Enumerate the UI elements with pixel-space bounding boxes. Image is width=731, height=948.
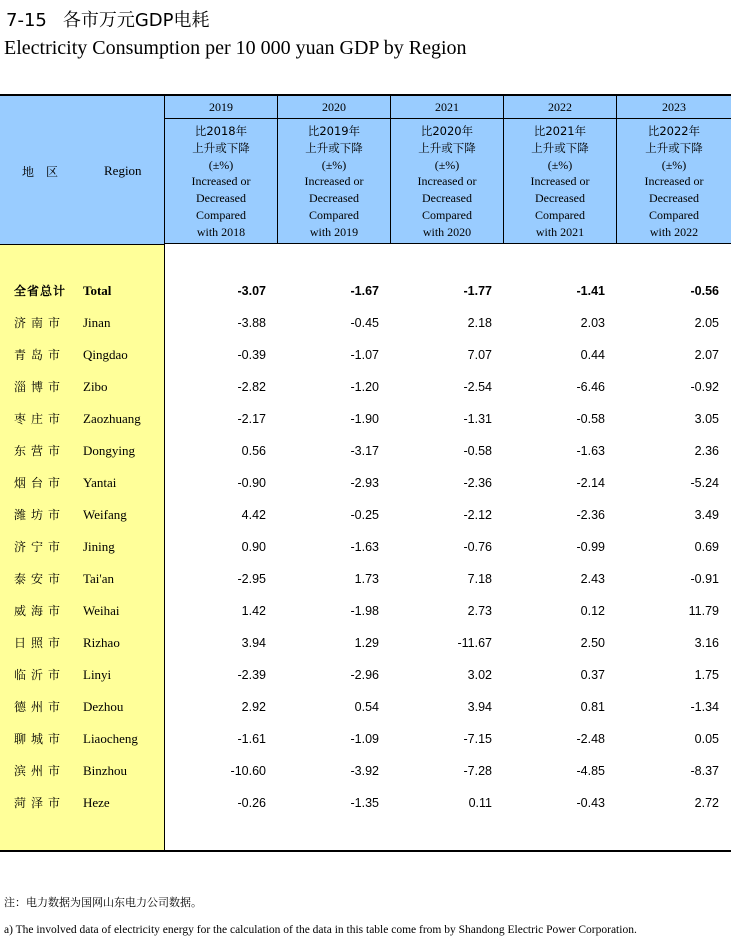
- value-cell: 2.72: [694, 796, 719, 810]
- region-name-cn: 全省总计: [14, 284, 67, 298]
- page-title-en: Electricity Consumption per 10 000 yuan GDP by Region: [4, 37, 467, 59]
- value-cell: 1.73: [354, 572, 379, 586]
- note-cn: 注：电力数据为国网山东电力公司数据。: [4, 896, 202, 909]
- value-cell: 7.18: [467, 572, 492, 586]
- value-cell: 3.94: [467, 700, 492, 714]
- value-cell: -3.07: [237, 284, 266, 298]
- region-header: [0, 96, 165, 244]
- value-cell: -0.76: [463, 540, 492, 554]
- value-cell: -0.92: [690, 380, 719, 394]
- region-name-en: Linyi: [83, 667, 112, 682]
- table-row: [0, 787, 731, 819]
- value-cell: 2.73: [467, 604, 492, 618]
- value-cell: 0.56: [241, 444, 266, 458]
- region-name-cn: 日照市: [14, 636, 66, 650]
- table-row: [0, 531, 731, 563]
- value-cell: -0.91: [690, 572, 719, 586]
- region-name-en: Zibo: [83, 379, 108, 394]
- data-table: [0, 94, 731, 852]
- value-cell: -1.63: [576, 444, 605, 458]
- compare-en-3: Compared: [196, 207, 246, 222]
- value-cell: -6.46: [576, 380, 605, 394]
- region-name-cn: 潍坊市: [14, 508, 66, 522]
- compare-cn-2: 上升或下降: [645, 140, 703, 155]
- value-cell: 2.05: [694, 316, 719, 330]
- value-cell: 1.29: [354, 636, 379, 650]
- table-row: [0, 435, 731, 467]
- year-description: [391, 123, 503, 241]
- value-cell: -3.88: [237, 316, 266, 330]
- year-label: 2022: [504, 96, 616, 119]
- year-description: [504, 123, 616, 241]
- value-cell: 3.94: [241, 636, 266, 650]
- value-cell: 3.02: [467, 668, 492, 682]
- region-name-en: Zaozhuang: [83, 411, 141, 426]
- value-cell: -2.36: [463, 476, 492, 490]
- year-label: 2023: [617, 96, 731, 119]
- value-cell: -0.26: [237, 796, 266, 810]
- value-cell: -1.67: [350, 284, 379, 298]
- region-name-en: Weifang: [83, 507, 127, 522]
- value-cell: -2.17: [237, 412, 266, 426]
- compare-cn-2: 上升或下降: [305, 140, 363, 155]
- year-description: [617, 123, 731, 241]
- region-name-en: Jining: [83, 539, 115, 554]
- percent-sign: (±%): [547, 157, 573, 172]
- value-cell: -3.17: [350, 444, 379, 458]
- value-cell: -2.82: [237, 380, 266, 394]
- value-cell: -2.96: [350, 668, 379, 682]
- page-title-cn: [6, 6, 210, 32]
- table-row: [0, 371, 731, 403]
- value-cell: 0.69: [694, 540, 719, 554]
- value-cell: -2.93: [350, 476, 379, 490]
- value-cell: -0.99: [576, 540, 605, 554]
- region-name-cn: 烟台市: [14, 476, 66, 490]
- compare-en-2: Decreased: [309, 191, 359, 206]
- value-cell: -2.12: [463, 508, 492, 522]
- value-cell: -1.34: [690, 700, 719, 714]
- value-cell: 2.92: [241, 700, 266, 714]
- value-cell: -1.61: [237, 732, 266, 746]
- value-cell: 1.42: [241, 604, 266, 618]
- value-cell: -0.43: [576, 796, 605, 810]
- compare-cn-2: 上升或下降: [192, 140, 250, 155]
- value-cell: -1.41: [576, 284, 605, 298]
- year-header-4: [617, 96, 731, 244]
- compare-en-1: Increased or: [304, 174, 364, 189]
- value-cell: -2.14: [576, 476, 605, 490]
- region-name-en: Tai'an: [83, 571, 115, 586]
- compare-en-4: with 2018: [196, 224, 246, 239]
- value-cell: 0.81: [580, 700, 605, 714]
- compare-en-4: with 2021: [535, 224, 585, 239]
- value-cell: -0.58: [576, 412, 605, 426]
- value-cell: 2.07: [694, 348, 719, 362]
- value-cell: -1.77: [463, 284, 492, 298]
- year-label: 2021: [391, 96, 503, 119]
- table-number: 7-15: [6, 10, 47, 31]
- table-row: [0, 467, 731, 499]
- compare-en-2: Decreased: [422, 191, 472, 206]
- region-name-en: Dezhou: [83, 699, 124, 714]
- value-cell: 7.07: [467, 348, 492, 362]
- year-label: 2020: [278, 96, 390, 119]
- compare-en-3: Compared: [309, 207, 359, 222]
- table-row: [0, 723, 731, 755]
- value-cell: -11.67: [457, 636, 492, 650]
- value-cell: 0.54: [354, 700, 379, 714]
- compare-en-1: Increased or: [530, 174, 590, 189]
- value-cell: -2.95: [237, 572, 266, 586]
- percent-sign: (±%): [321, 157, 347, 172]
- value-cell: 4.42: [241, 508, 266, 522]
- note-en: a) The involved data of electricity energy for the calculation of the data in this table come from by Shandong Electric Power Corporation.: [4, 924, 637, 936]
- value-cell: 3.49: [694, 508, 719, 522]
- year-header-2: [391, 96, 504, 244]
- value-cell: -7.28: [463, 764, 492, 778]
- value-cell: -2.36: [576, 508, 605, 522]
- value-cell: -2.48: [576, 732, 605, 746]
- value-cell: 0.44: [580, 348, 605, 362]
- value-cell: -2.54: [463, 380, 492, 394]
- value-cell: 2.50: [580, 636, 605, 650]
- value-cell: 0.05: [694, 732, 719, 746]
- compare-cn-1: 比2018年: [194, 124, 248, 138]
- percent-sign: (±%): [434, 157, 460, 172]
- region-name-cn: 济南市: [14, 316, 66, 330]
- value-cell: 3.05: [694, 412, 719, 426]
- value-cell: -1.98: [350, 604, 379, 618]
- compare-en-2: Decreased: [649, 191, 699, 206]
- compare-en-3: Compared: [422, 207, 472, 222]
- region-name-cn: 枣庄市: [14, 412, 66, 426]
- compare-en-3: Compared: [649, 207, 699, 222]
- value-cell: -0.39: [237, 348, 266, 362]
- region-name-en: Qingdao: [83, 347, 128, 362]
- region-name-cn: 菏泽市: [14, 796, 66, 810]
- compare-en-1: Increased or: [644, 174, 704, 189]
- region-name-en: Total: [83, 283, 112, 298]
- value-cell: -0.45: [350, 316, 379, 330]
- region-name-cn: 威海市: [14, 604, 66, 618]
- value-cell: -0.56: [690, 284, 719, 298]
- compare-cn-1: 比2019年: [307, 124, 361, 138]
- year-header-1: [278, 96, 391, 244]
- compare-en-2: Decreased: [196, 191, 246, 206]
- region-header-en: Region: [104, 163, 142, 178]
- value-cell: -1.31: [463, 412, 492, 426]
- region-name-cn: 泰安市: [14, 572, 66, 586]
- value-cell: 3.16: [694, 636, 719, 650]
- table-row: [0, 307, 731, 339]
- table-row: [0, 627, 731, 659]
- compare-cn-1: 比2020年: [420, 124, 474, 138]
- table-row: [0, 499, 731, 531]
- title-cn-text: 各市万元GDP电耗: [62, 10, 210, 31]
- value-cell: -1.09: [350, 732, 379, 746]
- value-cell: 0.12: [580, 604, 605, 618]
- value-cell: -2.39: [237, 668, 266, 682]
- value-cell: -1.20: [350, 380, 379, 394]
- value-cell: -5.24: [690, 476, 719, 490]
- compare-en-4: with 2019: [309, 224, 359, 239]
- compare-en-1: Increased or: [191, 174, 251, 189]
- table-row-total: [0, 275, 731, 307]
- value-cell: 0.11: [468, 796, 492, 810]
- value-cell: 2.43: [580, 572, 605, 586]
- table-row: [0, 563, 731, 595]
- compare-en-4: with 2022: [649, 224, 699, 239]
- region-header-cn: 地区: [22, 165, 71, 179]
- value-cell: -0.25: [350, 508, 379, 522]
- year-header-0: [165, 96, 278, 244]
- table-row: [0, 595, 731, 627]
- region-name-en: Jinan: [83, 315, 111, 330]
- compare-cn-1: 比2021年: [533, 124, 587, 138]
- region-name-en: Liaocheng: [83, 731, 138, 746]
- value-cell: -1.90: [350, 412, 379, 426]
- year-description: [165, 123, 277, 241]
- value-cell: 2.03: [580, 316, 605, 330]
- value-cell: -1.63: [350, 540, 379, 554]
- value-cell: 0.37: [580, 668, 605, 682]
- region-name-en: Binzhou: [83, 763, 128, 778]
- table-row: [0, 755, 731, 787]
- value-cell: -8.37: [690, 764, 719, 778]
- region-name-en: Weihai: [83, 603, 120, 618]
- compare-en-4: with 2020: [422, 224, 472, 239]
- compare-en-3: Compared: [535, 207, 585, 222]
- region-name-cn: 淄博市: [14, 380, 66, 394]
- region-name-cn: 东营市: [14, 444, 66, 458]
- value-cell: 1.75: [694, 668, 719, 682]
- year-label: 2019: [165, 96, 277, 119]
- region-name-cn: 济宁市: [14, 540, 66, 554]
- year-description: [278, 123, 390, 241]
- value-cell: -10.60: [230, 764, 266, 778]
- region-name-cn: 聊城市: [14, 732, 66, 746]
- table-bottom-rule: [0, 850, 731, 852]
- compare-en-1: Increased or: [417, 174, 477, 189]
- value-cell: 11.79: [688, 604, 719, 618]
- region-name-cn: 德州市: [14, 700, 66, 714]
- percent-sign: (±%): [208, 157, 234, 172]
- compare-cn-1: 比2022年: [647, 124, 701, 138]
- table-row: [0, 659, 731, 691]
- compare-cn-2: 上升或下降: [531, 140, 589, 155]
- value-cell: -4.85: [576, 764, 605, 778]
- region-name-en: Yantai: [83, 475, 117, 490]
- region-name-cn: 青岛市: [14, 348, 66, 362]
- value-cell: -3.92: [350, 764, 379, 778]
- header-bottom-rule: [165, 243, 731, 244]
- region-name-cn: 临沂市: [14, 668, 66, 682]
- value-cell: -1.35: [350, 796, 379, 810]
- table-row: [0, 403, 731, 435]
- region-name-cn: 滨州市: [14, 764, 66, 778]
- value-cell: 0.90: [241, 540, 266, 554]
- table-row: [0, 339, 731, 371]
- value-cell: 2.36: [694, 444, 719, 458]
- table-row: [0, 691, 731, 723]
- compare-en-2: Decreased: [535, 191, 585, 206]
- value-cell: -7.15: [463, 732, 492, 746]
- percent-sign: (±%): [661, 157, 687, 172]
- value-cell: 2.18: [467, 316, 492, 330]
- region-name-en: Dongying: [83, 443, 135, 458]
- region-name-en: Heze: [83, 795, 110, 810]
- value-cell: -0.90: [237, 476, 266, 490]
- region-name-en: Rizhao: [83, 635, 120, 650]
- compare-cn-2: 上升或下降: [418, 140, 476, 155]
- value-cell: -1.07: [350, 348, 379, 362]
- value-cell: -0.58: [463, 444, 492, 458]
- year-header-3: [504, 96, 617, 244]
